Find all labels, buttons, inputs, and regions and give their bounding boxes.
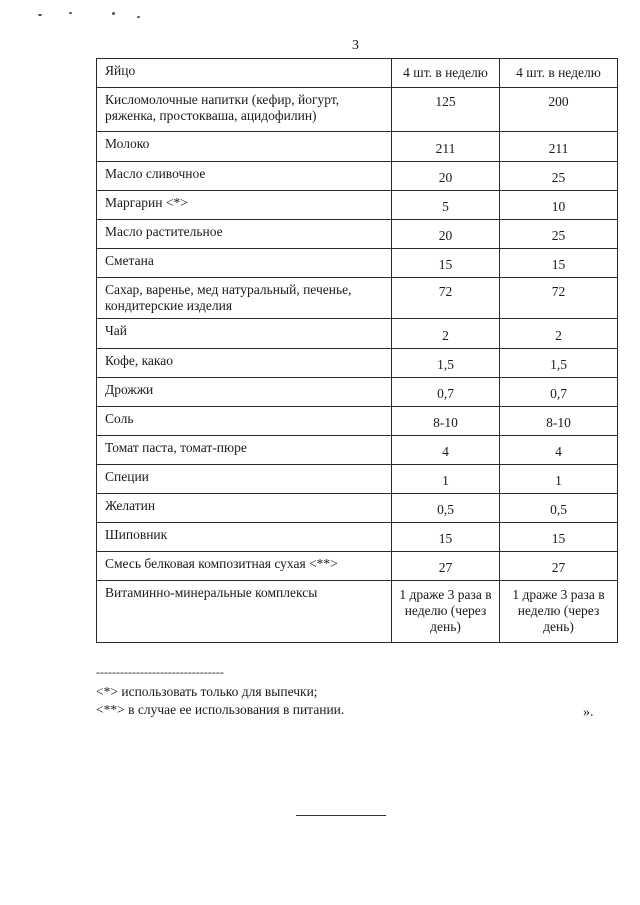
norm-value-cell: 72	[500, 278, 618, 319]
norm-value-cell: 4 шт. в неделю	[500, 59, 618, 88]
norm-value-cell: 1 драже 3 раза в неделю (через день)	[500, 581, 618, 643]
norm-value-cell: 1 драже 3 раза в неделю (через день)	[392, 581, 500, 643]
product-name-cell: Желатин	[97, 494, 392, 523]
table-row	[97, 132, 618, 162]
norm-value-cell: 200	[500, 88, 618, 132]
norm-value-cell: 4	[392, 436, 500, 465]
table-row	[97, 494, 618, 523]
food-norms-table	[96, 58, 618, 643]
table-row	[97, 552, 618, 581]
food-norms-table-body	[97, 59, 618, 643]
scan-speck	[137, 16, 140, 18]
table-row	[97, 278, 618, 319]
norm-value-cell: 0,5	[392, 494, 500, 523]
norm-value-cell: 20	[392, 220, 500, 249]
norm-value-cell: 1,5	[392, 349, 500, 378]
norm-value-cell: 27	[500, 552, 618, 581]
footnotes	[96, 683, 344, 719]
product-name-cell: Кофе, какао	[97, 349, 392, 378]
norm-value-cell: 2	[500, 319, 618, 349]
norm-value-cell: 4 шт. в неделю	[392, 59, 500, 88]
footnote-separator: --------------------------------	[96, 665, 224, 679]
page-number: 3	[352, 38, 359, 53]
product-name-cell: Соль	[97, 407, 392, 436]
norm-value-cell: 25	[500, 220, 618, 249]
product-name-cell: Маргарин <*>	[97, 191, 392, 220]
table-row	[97, 436, 618, 465]
table-row	[97, 378, 618, 407]
norm-value-cell: 1	[500, 465, 618, 494]
norm-value-cell: 15	[392, 249, 500, 278]
norm-value-cell: 25	[500, 162, 618, 191]
norm-value-cell: 8-10	[392, 407, 500, 436]
product-name-cell: Сахар, варенье, мед натуральный, печенье, кондитерские изделия	[97, 278, 392, 319]
bottom-rule	[296, 815, 386, 816]
product-name-cell: Яйцо	[97, 59, 392, 88]
norm-value-cell: 72	[392, 278, 500, 319]
norm-value-cell: 1,5	[500, 349, 618, 378]
product-name-cell: Кисломолочные напитки (кефир, йогурт, ряженка, простокваша, ацидофилин)	[97, 88, 392, 132]
table-row	[97, 465, 618, 494]
table-row	[97, 162, 618, 191]
table-row	[97, 191, 618, 220]
norm-value-cell: 211	[392, 132, 500, 162]
norm-value-cell: 15	[392, 523, 500, 552]
norm-value-cell: 0,7	[500, 378, 618, 407]
table-row	[97, 88, 618, 132]
table-row	[97, 523, 618, 552]
product-name-cell: Витаминно-минеральные комплексы	[97, 581, 392, 643]
norm-value-cell: 125	[392, 88, 500, 132]
norm-value-cell: 27	[392, 552, 500, 581]
product-name-cell: Шиповник	[97, 523, 392, 552]
footnote-protein-mix: <**> в случае ее использования в питании.	[96, 702, 345, 717]
norm-value-cell: 10	[500, 191, 618, 220]
scan-speck	[112, 12, 115, 15]
norm-value-cell: 15	[500, 523, 618, 552]
product-name-cell: Томат паста, томат-пюре	[97, 436, 392, 465]
product-name-cell: Чай	[97, 319, 392, 349]
norm-value-cell: 15	[500, 249, 618, 278]
product-name-cell: Сметана	[97, 249, 392, 278]
norm-value-cell: 2	[392, 319, 500, 349]
table-row	[97, 59, 618, 88]
table-row	[97, 349, 618, 378]
scan-speck	[69, 12, 72, 14]
table-row	[97, 249, 618, 278]
product-name-cell: Молоко	[97, 132, 392, 162]
footnote-margarine: <*> использовать только для выпечки;	[96, 684, 318, 699]
closing-quote: ».	[583, 705, 594, 720]
norm-value-cell: 0,7	[392, 378, 500, 407]
product-name-cell: Специи	[97, 465, 392, 494]
norm-value-cell: 20	[392, 162, 500, 191]
product-name-cell: Масло растительное	[97, 220, 392, 249]
norm-value-cell: 0,5	[500, 494, 618, 523]
norm-value-cell: 4	[500, 436, 618, 465]
product-name-cell: Дрожжи	[97, 378, 392, 407]
norm-value-cell: 211	[500, 132, 618, 162]
table-row	[97, 220, 618, 249]
norm-value-cell: 1	[392, 465, 500, 494]
product-name-cell: Смесь белковая композитная сухая <**>	[97, 552, 392, 581]
product-name-cell: Масло сливочное	[97, 162, 392, 191]
norm-value-cell: 8-10	[500, 407, 618, 436]
table-row	[97, 407, 618, 436]
norm-value-cell: 5	[392, 191, 500, 220]
table-row	[97, 319, 618, 349]
scan-speck	[38, 14, 42, 16]
table-row	[97, 581, 618, 643]
